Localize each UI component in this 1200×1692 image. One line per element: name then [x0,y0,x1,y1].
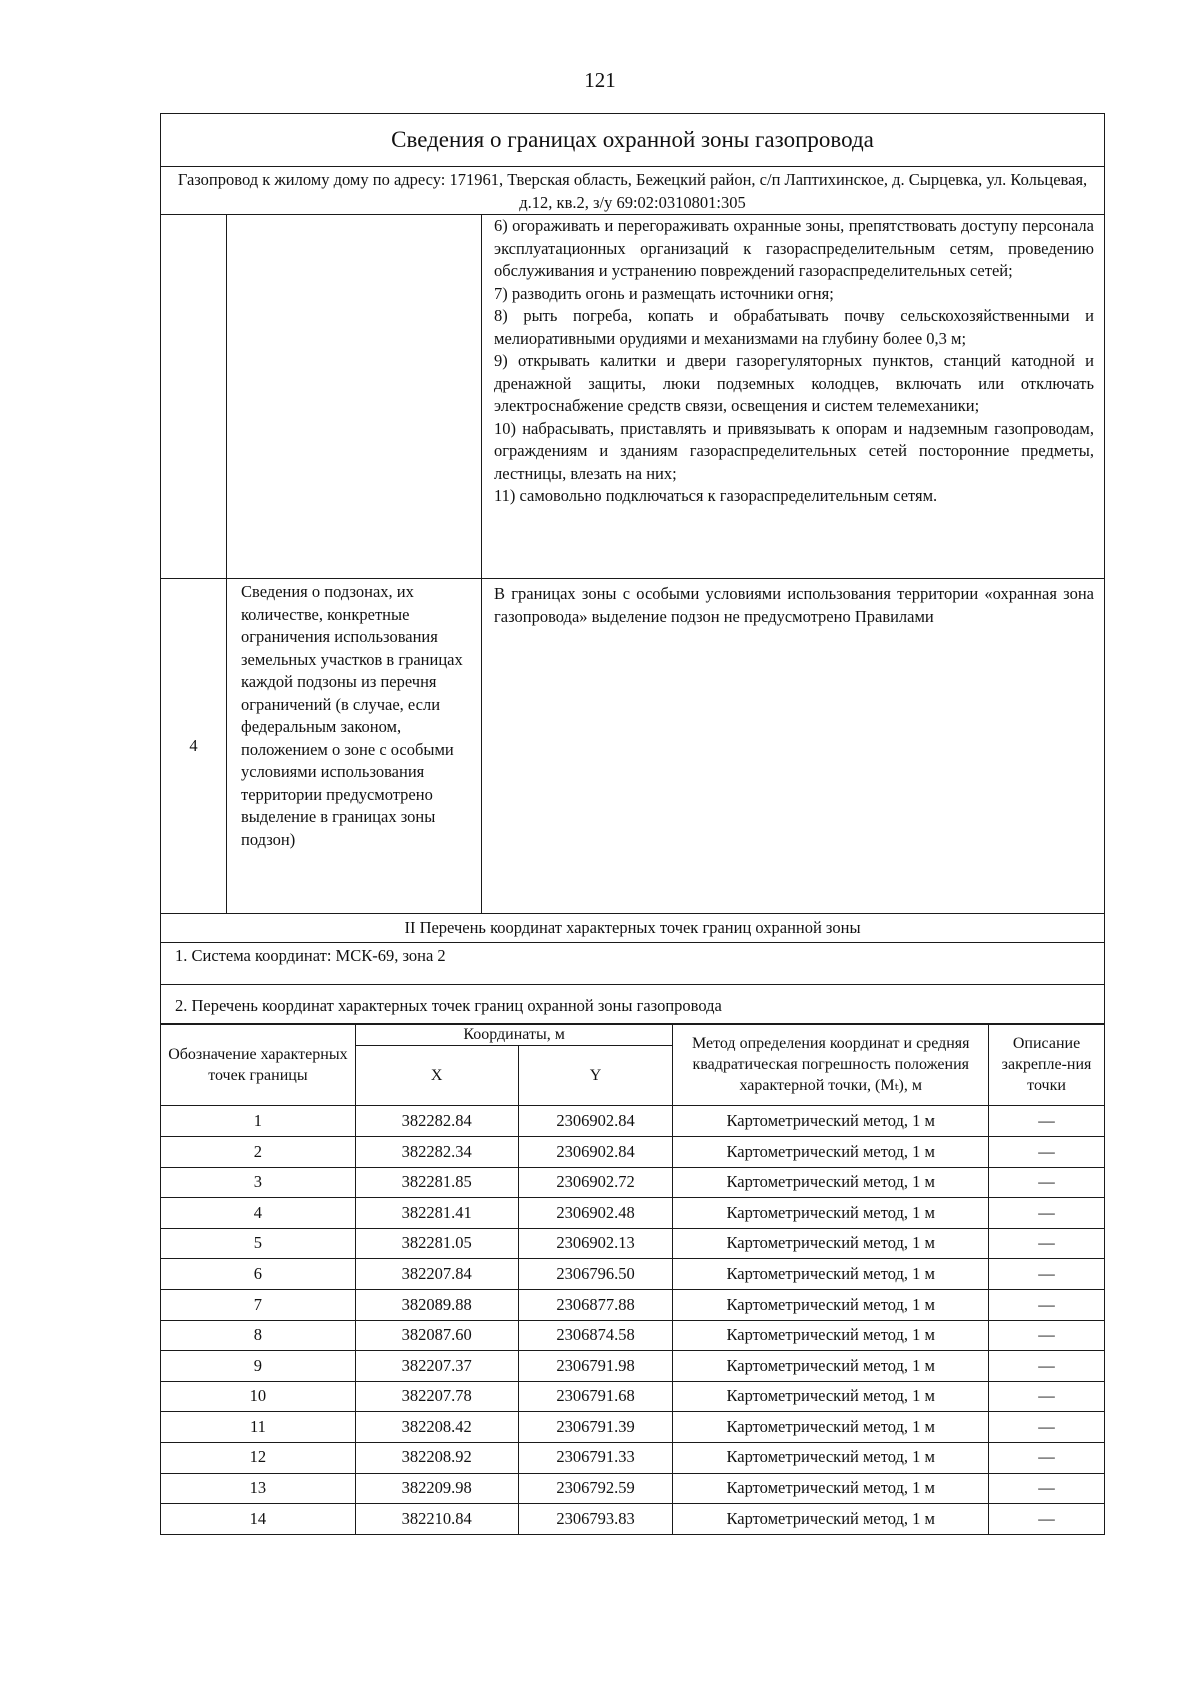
fixing-cell: — [989,1442,1105,1473]
point-number: 3 [161,1167,356,1198]
method-cell: Картометрический метод, 1 м [673,1137,989,1168]
col-header-y: Y [518,1046,673,1106]
col-header-fixing: Описание закрепле-ния точки [989,1024,1105,1106]
col-header-x: X [355,1046,518,1106]
coord-x: 382208.42 [355,1412,518,1443]
point-number: 2 [161,1137,356,1168]
point-number: 7 [161,1289,356,1320]
coord-x: 382089.88 [355,1289,518,1320]
coord-y: 2306791.33 [518,1442,673,1473]
table-row [161,1289,1105,1320]
subzones-number: 4 [161,579,227,914]
restriction-item: 6) огораживать и перегораживать охранные зоны, препятствовать доступу персонала эксплуатационных организаций к газораспределительным сетям, проведению обслуживания и устранению повреждений газораспределительных сетей; [494,216,1094,280]
coord-x: 382281.85 [355,1167,518,1198]
table-row [161,1442,1105,1473]
subzones-label: Сведения о подзонах, их количестве, конкретные ограничения использования земельных участков в границах каждой подзоны из перечня ограничений (в случае, если федеральным законом, положением о зоне с особыми условиями использования территории предусмотрено выделение в границах зоны подзон) [227,579,482,914]
coord-x: 382281.41 [355,1198,518,1229]
coord-x: 382207.78 [355,1381,518,1412]
point-number: 1 [161,1106,356,1137]
fixing-cell: — [989,1473,1105,1504]
page-number: 121 [584,68,616,92]
method-cell: Картометрический метод, 1 м [673,1320,989,1351]
coordinates-table [160,1023,1105,1534]
point-number: 10 [161,1381,356,1412]
fixing-cell: — [989,1106,1105,1137]
method-cell: Картометрический метод, 1 м [673,1351,989,1382]
coord-y: 2306791.68 [518,1381,673,1412]
col-header-point: Обозначение характерных точек границы [161,1024,356,1106]
coord-x: 382087.60 [355,1320,518,1351]
document-title: Сведения о границах охранной зоны газопровода [161,114,1105,167]
point-number: 5 [161,1228,356,1259]
coordinates-rows [161,1106,1105,1534]
fixing-cell: — [989,1320,1105,1351]
coordinate-system: 1. Система координат: МСК-69, зона 2 [161,943,1105,985]
point-number: 13 [161,1473,356,1504]
table-row [161,1412,1105,1443]
table-row [161,1198,1105,1229]
fixing-cell: — [989,1504,1105,1535]
restriction-item: 8) рыть погреба, копать и обрабатывать почву сельскохозяйственными и мелиоративными орудиями и механизмами на глубину более 0,3 м; [494,306,1094,348]
coord-y: 2306902.84 [518,1137,673,1168]
coord-x: 382209.98 [355,1473,518,1504]
method-cell: Картометрический метод, 1 м [673,1412,989,1443]
point-number: 4 [161,1198,356,1229]
method-cell: Картометрический метод, 1 м [673,1289,989,1320]
fixing-cell: — [989,1289,1105,1320]
restrictions-label [227,215,482,579]
coordinates-list-title: 2. Перечень координат характерных точек границ охранной зоны газопровода [161,985,1105,1025]
coord-y: 2306874.58 [518,1320,673,1351]
method-cell: Картометрический метод, 1 м [673,1106,989,1137]
coord-y: 2306796.50 [518,1259,673,1290]
method-cell: Картометрический метод, 1 м [673,1259,989,1290]
coord-x: 382281.05 [355,1228,518,1259]
table-row [161,1228,1105,1259]
method-cell: Картометрический метод, 1 м [673,1442,989,1473]
fixing-cell: — [989,1167,1105,1198]
subzones-row [161,579,1105,914]
method-cell: Картометрический метод, 1 м [673,1504,989,1535]
section-2-title: II Перечень координат характерных точек границ охранной зоны [161,914,1105,943]
point-number: 6 [161,1259,356,1290]
coord-x: 382210.84 [355,1504,518,1535]
fixing-cell: — [989,1228,1105,1259]
coord-y: 2306791.98 [518,1351,673,1382]
col-header-method: Метод определения координат и средняя квадратическая погрешность положения характерной точки, (Mₜ), м [673,1024,989,1106]
point-number: 11 [161,1412,356,1443]
coord-x: 382208.92 [355,1442,518,1473]
restriction-item: 9) открывать калитки и двери газорегуляторных пунктов, станций катодной и дренажной защиты, люки подземных колодцев, включать или отключать электроснабжение средств связи, освещения и систем телемеханики; [494,351,1094,415]
coord-y: 2306902.84 [518,1106,673,1137]
table-row [161,1259,1105,1290]
table-row [161,1320,1105,1351]
table-row [161,1137,1105,1168]
method-cell: Картометрический метод, 1 м [673,1473,989,1504]
coord-y: 2306902.13 [518,1228,673,1259]
restrictions-number [161,215,227,579]
fixing-cell: — [989,1137,1105,1168]
restriction-item: 10) набрасывать, приставлять и привязывать к опорам и надземным газопроводам, ограждениям и зданиям газораспределительных сетей посторонние предметы, лестницы, влезать на них; [494,418,1094,483]
coord-y: 2306792.59 [518,1473,673,1504]
restriction-item: 11) самовольно подключаться к газораспределительным сетям. [494,486,938,505]
method-cell: Картометрический метод, 1 м [673,1381,989,1412]
fixing-cell: — [989,1259,1105,1290]
coord-x: 382282.34 [355,1137,518,1168]
point-number: 8 [161,1320,356,1351]
subzones-description: В границах зоны с особыми условиями использования территории «охранная зона газопровода» выделение подзон не предусмотрено Правилами [482,579,1105,914]
coord-y: 2306902.72 [518,1167,673,1198]
table-row [161,1106,1105,1137]
table-row [161,1504,1105,1535]
fixing-cell: — [989,1412,1105,1443]
fixing-cell: — [989,1381,1105,1412]
zone-info-table [160,113,1105,1025]
coord-y: 2306877.88 [518,1289,673,1320]
coord-x: 382282.84 [355,1106,518,1137]
restriction-item: 7) разводить огонь и размещать источники огня; [494,283,834,303]
pipeline-address: Газопровод к жилому дому по адресу: 171961, Тверская область, Бежецкий район, с/п Лаптихинское, д. Сырцевка, ул. Кольцевая, д.12, кв.2, з/у 69:02:0310801:305 [161,167,1105,215]
table-row [161,1351,1105,1382]
method-cell: Картометрический метод, 1 м [673,1228,989,1259]
fixing-cell: — [989,1198,1105,1229]
restrictions-list [482,215,1105,579]
table-row [161,1473,1105,1504]
method-cell: Картометрический метод, 1 м [673,1167,989,1198]
table-row [161,1381,1105,1412]
fixing-cell: — [989,1351,1105,1382]
coord-y: 2306902.48 [518,1198,673,1229]
coord-x: 382207.84 [355,1259,518,1290]
coord-y: 2306791.39 [518,1412,673,1443]
point-number: 14 [161,1504,356,1535]
col-header-coords: Координаты, м [355,1024,673,1046]
restrictions-row [161,215,1105,579]
coord-x: 382207.37 [355,1351,518,1382]
point-number: 9 [161,1351,356,1382]
coord-y: 2306793.83 [518,1504,673,1535]
method-cell: Картометрический метод, 1 м [673,1198,989,1229]
table-row [161,1167,1105,1198]
point-number: 12 [161,1442,356,1473]
document-body [160,113,1105,1535]
